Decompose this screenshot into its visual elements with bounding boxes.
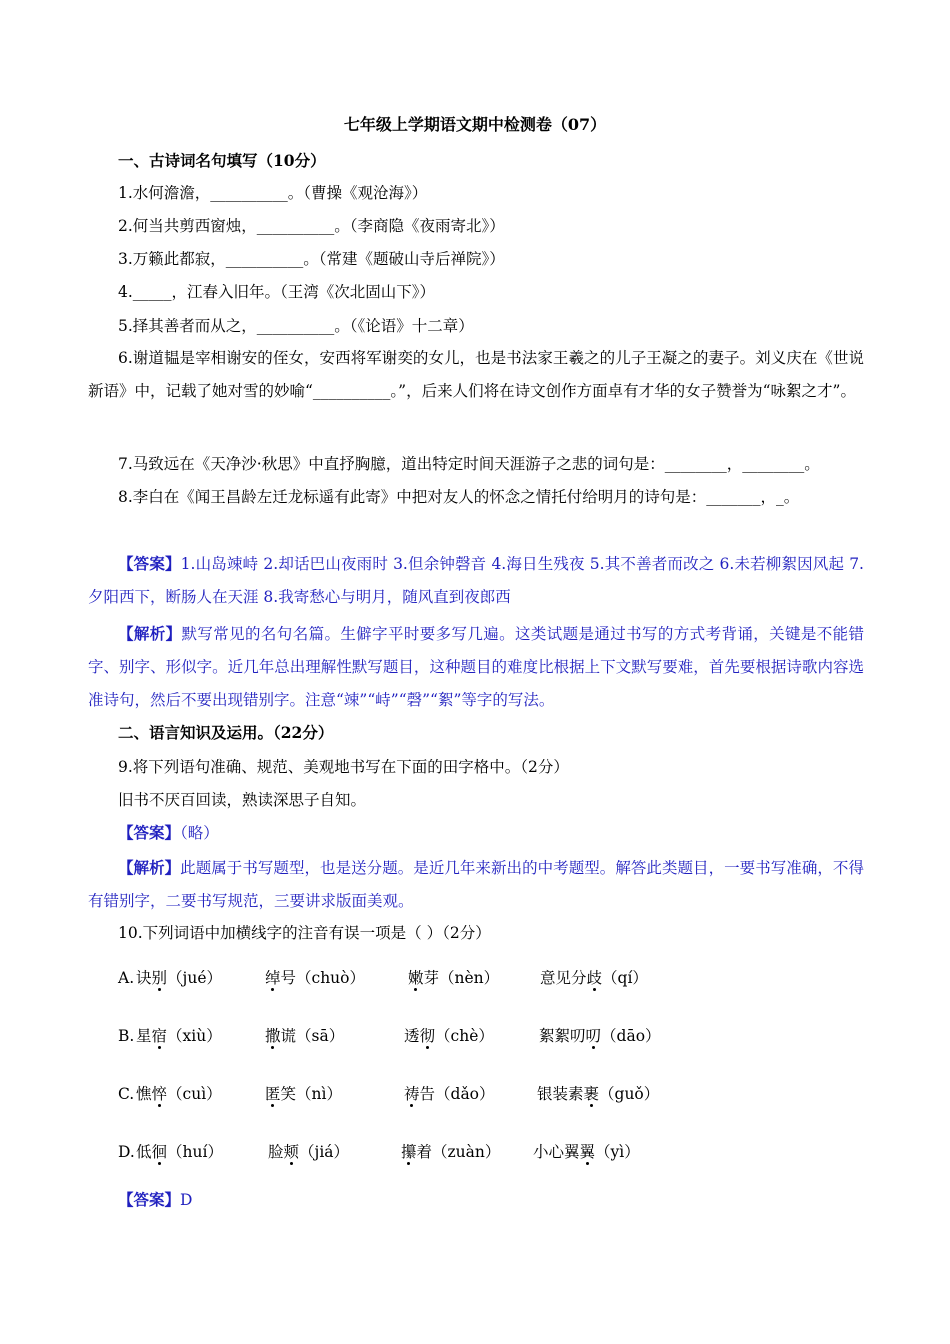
option-d-item-3: 攥着（zuàn） bbox=[401, 1143, 501, 1161]
analysis-label: 【解析】 bbox=[118, 858, 181, 877]
answer-label: 【答案】 bbox=[118, 554, 181, 573]
option-d-label: D. bbox=[118, 1143, 135, 1161]
section2-heading: 二、语言知识及运用。（22分） bbox=[118, 723, 334, 742]
analysis-text: 此题属于书写题型，也是送分题。是近几年来新出的中考题型。解答此类题目，一要书写准确，不得有错别字，二要书写规范，三要讲求版面美观。 bbox=[88, 859, 864, 910]
answer-block-1 bbox=[88, 547, 864, 614]
question-7: 7.马致远在《天净沙·秋思》中直抒胸臆，道出特定时间天涯游子之悲的词句是：________，________。 bbox=[118, 455, 820, 473]
answer-label: 【答案】 bbox=[118, 823, 181, 842]
option-b-item-4: 絮絮叨叨（dāo） bbox=[539, 1027, 661, 1045]
question-3: 3.万籁此都寂，__________。（常建《题破山寺后禅院》） bbox=[118, 250, 505, 268]
section1-heading: 一、古诗词名句填写（10分） bbox=[118, 151, 326, 170]
answer-text: 1.山岛竦峙 2.却话巴山夜雨时 3.但余钟磬音 4.海日生残夜 5.其不善者而改之 6.未若柳絮因风起 7.夕阳西下，断肠人在天涯 8.我寄愁心与明月，随风直到夜郎西 bbox=[88, 555, 864, 606]
option-b-label: B. bbox=[118, 1027, 135, 1045]
option-d-item-4: 小心翼翼（yì） bbox=[533, 1143, 640, 1161]
option-d-item-2: 脸颊（jiá） bbox=[268, 1143, 350, 1161]
option-a-item-4: 意见分歧（qí） bbox=[540, 969, 648, 987]
question-1: 1.水何澹澹，__________。（曹操《观沧海》） bbox=[118, 184, 428, 202]
analysis-block-9 bbox=[88, 851, 864, 918]
question-8: 8.李白在《闻王昌龄左迁龙标遥有此寄》中把对友人的怀念之情托付给明月的诗句是：_______，_。 bbox=[118, 488, 800, 506]
option-c-item-1: 憔悴（cuì） bbox=[136, 1085, 222, 1103]
question-9: 9.将下列语句准确、规范、美观地书写在下面的田字格中。（2分） bbox=[118, 758, 569, 776]
question-2: 2.何当共剪西窗烛，__________。（李商隐《夜雨寄北》） bbox=[118, 217, 505, 235]
question-5: 5.择其善者而从之，__________。（《论语》十二章） bbox=[118, 317, 474, 335]
question-4: 4._____，江春入旧年。（王湾《次北固山下》） bbox=[118, 283, 436, 301]
answer-block-10 bbox=[118, 1189, 192, 1211]
answer-label: 【答案】 bbox=[118, 1190, 181, 1209]
analysis-label: 【解析】 bbox=[118, 624, 182, 643]
option-d-item-1: 低徊（huí） bbox=[136, 1143, 223, 1161]
option-a-item-3: 嫩芽（nèn） bbox=[408, 969, 500, 987]
option-c-label: C. bbox=[118, 1085, 135, 1103]
answer-text: （略） bbox=[180, 824, 219, 842]
option-a-item-1: 诀别（jué） bbox=[136, 969, 222, 987]
option-b-item-3: 透彻（chè） bbox=[404, 1027, 494, 1045]
analysis-block-1 bbox=[88, 617, 864, 717]
option-c-item-4: 银装素裹（guǒ） bbox=[537, 1085, 660, 1103]
option-a-label: A. bbox=[118, 969, 135, 987]
option-a-item-2: 绰号（chuò） bbox=[265, 969, 365, 987]
answer-block-9 bbox=[118, 822, 219, 844]
analysis-text: 默写常见的名句名篇。生僻字平时要多写几遍。这类试题是通过书写的方式考背诵，关键是不能错字、别字、形似字。近几年总出理解性默写题目，这种题目的难度比根据上下文默写要难，首先要根据诗歌内容选准诗句，然后不要出现错别字。注意“竦”“峙”“磬”“絮”等字的写法。 bbox=[88, 625, 864, 709]
question-9-text: 旧书不厌百回读，熟读深思子自知。 bbox=[118, 791, 367, 809]
option-c-item-2: 匿笑（nì） bbox=[265, 1085, 342, 1103]
option-b-item-2: 撒谎（sā） bbox=[265, 1027, 345, 1045]
answer-text: D bbox=[180, 1191, 193, 1209]
question-10: 10.下列词语中加横线字的注音有误一项是（ ）（2分） bbox=[118, 924, 491, 942]
option-b-item-1: 星宿（xiù） bbox=[136, 1027, 222, 1045]
page-title: 七年级上学期语文期中检测卷（07） bbox=[343, 115, 607, 134]
option-c-item-3: 祷告（dǎo） bbox=[404, 1085, 495, 1103]
question-6: 6.谢道韫是宰相谢安的侄女，安西将军谢奕的女儿，也是书法家王羲之的儿子王凝之的妻子。刘义庆在《世说新语》中，记载了她对雪的妙喻“__________。”，后来人们将在诗文创作方面卓有才华的女子赞誉为“咏絮之才”。 bbox=[88, 349, 864, 400]
